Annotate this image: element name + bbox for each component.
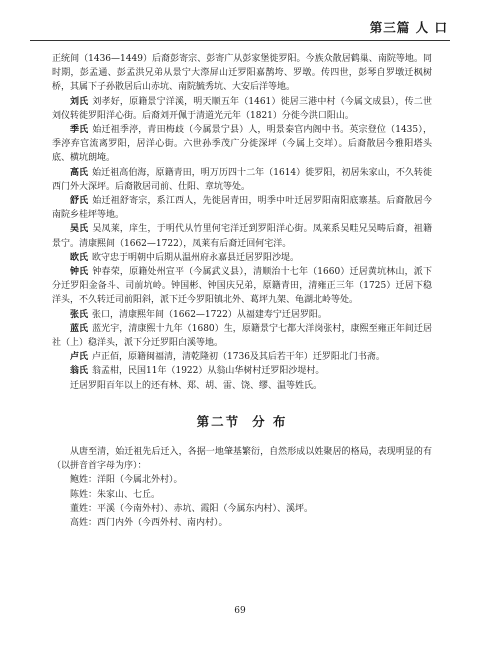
clan-text: 卢正佰，原籍闽福清，清乾隆初（1736及其后若干年）迁罗阳北门书斋。 [92,352,385,363]
clan-text: 钟春荣，原籍处州宣平（今属武义县），清顺治十七年（1660）迁居黄坑林山，派下分迁罗阳金备斗、司前坑岭。钟国彬、钟国庆兄弟，原籍青田，清雍正三年（1725）迁居下稳洋头，不久转迁司前阳斜，派下迁今罗阳镇北外、葛坪九架、龟湖北岭等处。 [52,267,432,306]
clan-surname: 蓝氏 [70,323,89,334]
clan-entry [52,308,432,322]
clan-text: 翁孟柑，民国11年（1922）从翁山华树村迁罗阳沙堤村。 [92,366,325,377]
clan-text: 始迁祖舒寄宗，系江西人，先徙居青田，明季中叶迁居罗阳南阳底寨基。后裔散居今南院乡桂坪等地。 [52,196,432,221]
clan-surname: 季氏 [70,125,89,136]
clan-entry [52,350,432,364]
section-title: 分 布 [252,413,288,429]
intro-paragraph: 正统间（1436—1449）后裔彭寄宗、彭寄广从彭家堡徙罗阳。今族众散居鹤巢、南院等地。同时期，彭孟通、彭孟洪兄弟从景宁大漈屏山迁罗阳嘉鹊垮、罗墩。传四世，彭琴自罗墩迁枫树桥，其属下子孙散居后山赤坑、南院毓秀坑、大安后洋等地。 [52,54,432,93]
clan-entry [52,95,432,123]
distribution-item: 鲍姓：洋阳（今属北外村）。 [70,475,183,486]
distribution-item: 董姓：平溪（今南外村）、赤坑、霞阳（今属东内村）、溪坪。 [70,503,314,514]
page-number: 69 [234,606,246,616]
clan-text: 始迁祖高伯海，原籍青田，明万历四十二年（1614）徙罗阳，初居朱家山，不久转徙西门外大深坪。后裔散居司前、仕阳、章坑等处。 [52,167,432,192]
page-content [52,52,432,530]
chapter-title: 第三篇 人 口 [369,20,448,35]
clan-entry [52,222,432,250]
clan-surname: 翁氏 [70,366,89,377]
clan-surname: 欧氏 [70,252,89,263]
clan-surname: 吴氏 [70,224,89,235]
clan-text: 蓝光宇，清康熙十九年（1680）生，原籍景宁七都大洋岗张村，康熙至雍正年间迁居社（上）稳洋头，派下分迁罗阳白溪等地。 [52,323,432,349]
running-header [30,14,450,41]
clan-surname: 高氏 [70,167,89,178]
clan-surname: 舒氏 [70,196,89,207]
clan-entry [52,265,432,308]
clan-surname: 钟氏 [70,267,89,278]
clan-surname: 张氏 [70,309,89,320]
distribution-item: 高姓：西门内外（今西外村、南内村）。 [70,518,228,529]
clan-text: 欧守忠于明朝中后期从温州府永嘉县迁居罗阳沙堤。 [92,252,300,263]
closing-paragraph: 迁居罗阳百年以上的还有林、郑、胡、雷、饶、缪、温等姓氏。 [70,380,323,391]
clan-list [52,95,432,379]
clan-entry [52,364,432,378]
clan-entry [52,123,432,166]
clan-entry [52,322,432,350]
clan-text: 张口，清康熙年间（1662—1722）从福建寿宁迁居罗阳。 [92,309,327,320]
clan-text: 刘孝好，原籍景宁洋溪，明天顺五年（1461）徙居三港中村（今属文成县），传二世刘仪转徙罗阳洋心街。后裔刘开佩于清道光元年（1821）分徙今洪口阳山。 [52,96,432,121]
distribution-list [52,473,432,530]
distribution-item: 陈姓：朱家山、七丘。 [70,489,161,500]
clan-surname: 卢氏 [70,352,89,363]
clan-surname: 刘氏 [70,96,89,107]
clan-entry [52,194,432,222]
section-number: 第二节 [196,413,241,429]
clan-text: 始迁祖季渟，青田梅歧（今属景宁县）人，明景泰官内阁中书。英宗登位（1435），季渟弃官流离罗阳，居洋心街。六世孙季茂广分徙深坪（今属上交垟）。后裔散居今雅阳塔头底、横坑朗埯。 [52,125,432,164]
clan-entry [52,251,432,265]
section-intro: 从唐至清，始迁祖先后迁入，各据一地肇基繁衍，自然形成以姓聚居的格局，表现明显的有（以拼音首字母为序）： [52,447,432,472]
clan-text: 吴凤莱，庠生，于明代从竹里何宅洋迁到罗阳洋心街。凤莱系吴畦兄吴畴后裔，祖籍景宁。清康熙间（1662—1722），凤莱有后裔迁回何宅洋。 [52,224,432,249]
section-heading [52,415,432,429]
clan-entry [52,166,432,194]
